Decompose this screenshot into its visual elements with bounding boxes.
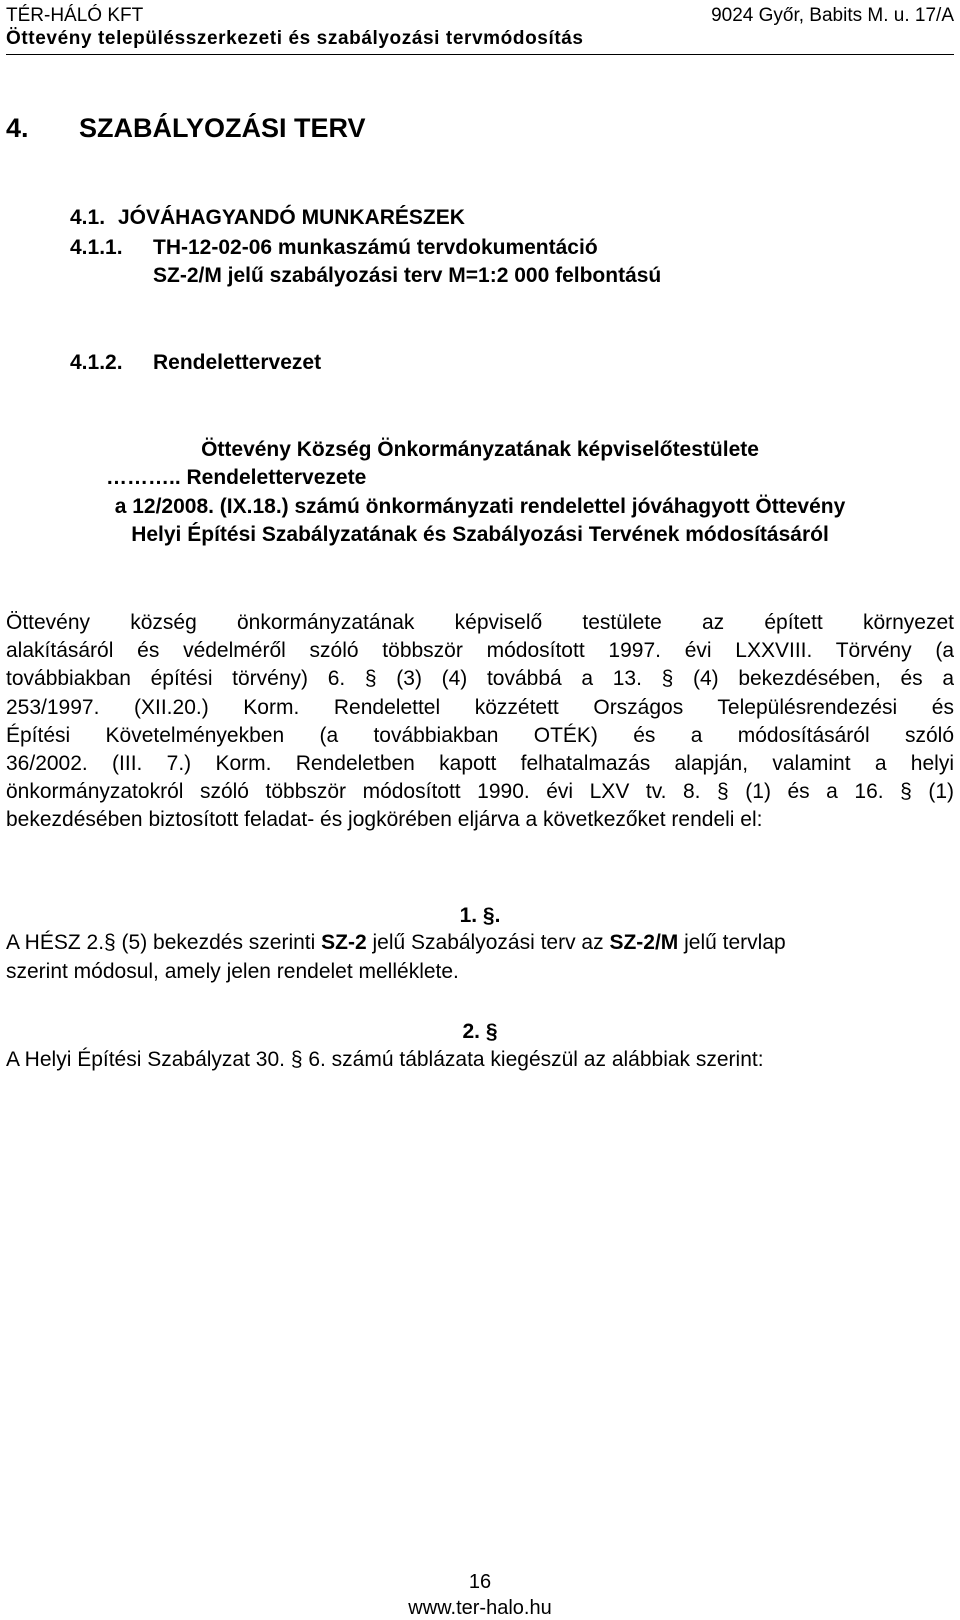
section-4-1-1-line1: TH-12-02-06 munkaszámú tervdokumentáció bbox=[153, 236, 598, 259]
section-4-1-1-heading bbox=[70, 234, 598, 262]
section-1-text-c: jelű Szabályozási terv az bbox=[366, 931, 610, 954]
preamble-line: továbbiakban építési törvény) 6. § (3) (4) továbbá a 13. § (4) bekezdésében, és a bbox=[6, 667, 954, 691]
preamble-line: 253/1997. (XII.20.) Korm. Rendelettel közzétett Országos Településrendezési és bbox=[6, 695, 954, 719]
section-4-1-2-title: Rendelettervezet bbox=[153, 351, 322, 374]
decree-title-line1: Öttevény Község Önkormányzatának képviselőtestülete bbox=[201, 438, 759, 461]
header-subtitle: Öttevény településszerkezeti és szabályozási tervmódosítás bbox=[6, 28, 584, 49]
preamble-line: 36/2002. (III. 7.) Korm. Rendeletben kapott felhatalmazás alapján, valamint a helyi bbox=[6, 751, 954, 775]
decree-title-line2: ……….. Rendelettervezete bbox=[106, 466, 367, 489]
section-1-code-sz2: SZ-2 bbox=[321, 931, 367, 954]
page-header bbox=[6, 2, 954, 55]
preamble-line: alakításáról és védelméről szóló többször módosított 1997. évi LXXVIII. Törvény (a bbox=[6, 639, 954, 663]
section-4-1-2-number: 4.1.2. bbox=[70, 351, 123, 374]
section-1-heading: 1. §. bbox=[459, 904, 501, 927]
preamble-line: Építési Követelményekben (a továbbiakban OTÉK) és a módosításáról szóló bbox=[6, 723, 954, 747]
section-1-text-a: A HÉSZ 2.§ (5) bekezdés szerinti bbox=[6, 931, 322, 954]
section-4-1-number: 4.1. bbox=[70, 206, 106, 229]
decree-title-line4: Helyi Építési Szabályzatának és Szabályozási Tervének módosításáról bbox=[131, 523, 829, 546]
preamble-line: önkormányzatokról szóló többször módosított 1990. évi LXV tv. 8. § (1) és a 16. § (1) bbox=[6, 780, 954, 804]
section-4-1-heading bbox=[70, 204, 465, 232]
section-1-text-e: jelű tervlap bbox=[678, 931, 786, 954]
page-number: 16 bbox=[468, 1571, 492, 1593]
section-2-heading: 2. § bbox=[462, 1020, 498, 1043]
section-1-code-sz2m: SZ-2/M bbox=[609, 931, 679, 954]
chapter-title: SZABÁLYOZÁSI TERV bbox=[79, 113, 366, 143]
header-company: TÉR-HÁLÓ KFT bbox=[6, 5, 144, 26]
preamble-line: Öttevény község önkormányzatának képviselő testülete az épített környezet bbox=[6, 611, 954, 634]
section-1-line1 bbox=[6, 929, 786, 957]
chapter-number: 4. bbox=[6, 113, 29, 143]
section-4-1-1-line2: SZ-2/M jelű szabályozási terv M=1:2 000 felbontású bbox=[153, 264, 662, 287]
decree-title-line3: a 12/2008. (IX.18.) számú önkormányzati rendelettel jóváhagyott Öttevény bbox=[114, 495, 846, 518]
section-4-1-2-heading bbox=[70, 349, 321, 377]
preamble-paragraph bbox=[6, 609, 954, 835]
preamble-line: bekezdésében biztosított feladat- és jogkörében eljárva a következőket rendeli el: bbox=[6, 808, 763, 832]
chapter-heading bbox=[6, 112, 366, 144]
section-1-line2: szerint módosul, amely jelen rendelet melléklete. bbox=[6, 960, 459, 983]
footer-url: www.ter-halo.hu bbox=[408, 1597, 552, 1619]
header-address: 9024 Győr, Babits M. u. 17/A bbox=[711, 5, 954, 26]
section-2-line1: A Helyi Építési Szabályzat 30. § 6. számú táblázata kiegészül az alábbiak szerint: bbox=[6, 1048, 764, 1071]
section-4-1-title: JÓVÁHAGYANDÓ MUNKARÉSZEK bbox=[118, 206, 465, 229]
section-4-1-1-number: 4.1.1. bbox=[70, 236, 123, 259]
